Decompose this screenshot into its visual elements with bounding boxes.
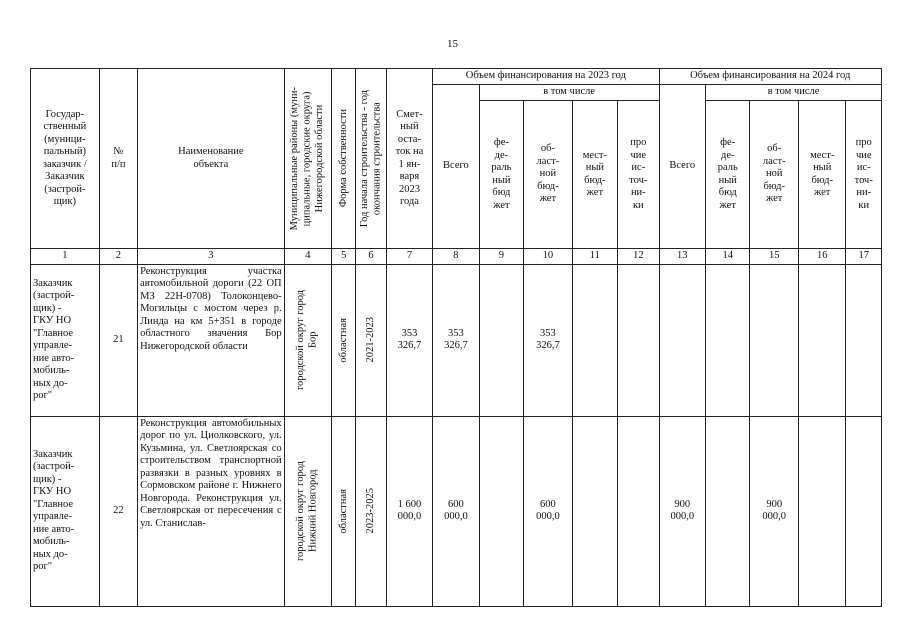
column-number: 15 (750, 249, 799, 265)
column-number: 2 (99, 249, 137, 265)
row-regional-2024: 900 000,0 (750, 416, 799, 606)
column-number: 14 (706, 249, 750, 265)
header-years-cell (356, 69, 386, 249)
header-ownership: Форма собственности (337, 109, 349, 208)
column-number: 6 (356, 249, 386, 265)
row-ownership: областная (337, 488, 349, 534)
header-other-2023: про чие ис- точ- ни- ки (618, 101, 659, 249)
row-estimate: 1 600 000,0 (386, 416, 432, 606)
header-districts-cell (284, 69, 332, 249)
column-number: 7 (386, 249, 432, 265)
column-number: 8 (433, 249, 479, 265)
row-years: 2021-2023 (364, 317, 376, 363)
header-funding-2024: Объем финансирования на 2024 год (659, 69, 881, 85)
row-years-cell (356, 264, 386, 416)
column-number-row (31, 249, 882, 265)
header-regional-2024: об- ласт- ной бюд- жет (750, 101, 799, 249)
row-regional-2024 (750, 264, 799, 416)
row-federal-2023 (479, 416, 523, 606)
header-total-2023: Всего (433, 85, 479, 249)
row-other-2023 (618, 264, 659, 416)
header-local-2024: мест- ный бюд- жет (798, 101, 846, 249)
row-years-cell (356, 416, 386, 606)
header-including-2023: в том числе (479, 85, 659, 101)
row-years: 2023-2025 (364, 488, 376, 534)
column-number: 5 (332, 249, 356, 265)
row-local-2024 (798, 264, 846, 416)
row-local-2023 (572, 416, 617, 606)
row-local-2023 (572, 264, 617, 416)
header-ownership-cell (332, 69, 356, 249)
column-number: 16 (798, 249, 846, 265)
header-total-2024: Всего (659, 85, 705, 249)
row-district: городской округ город Нижний Новгород (295, 460, 319, 562)
row-total-2024 (659, 264, 705, 416)
row-other-2023 (618, 416, 659, 606)
header-districts: Муниципальные районы (муни- ципальные, городские округа) Нижегородской области (289, 86, 326, 231)
header-estimated-cost: Смет- ный оста- ток на 1 ян- варя 2023 года (386, 69, 432, 249)
row-customer: Заказчик (застрой- щик) - ГКУ НО "Главное управле- ние авто- мобиль- ных до- рог" (31, 416, 100, 606)
row-district-cell (284, 264, 332, 416)
row-num: 22 (99, 416, 137, 606)
financing-table (30, 68, 882, 607)
row-other-2024 (846, 416, 882, 606)
column-number: 9 (479, 249, 523, 265)
header-regional-2023: об- ласт- ной бюд- жет (524, 101, 573, 249)
header-object-name: Наименование объекта (138, 69, 285, 249)
row-total-2023: 353 326,7 (433, 264, 479, 416)
row-estimate: 353 326,7 (386, 264, 432, 416)
header-federal-2023: фе- де- раль ный бюд жет (479, 101, 523, 249)
header-num: № п/п (99, 69, 137, 249)
row-federal-2024 (706, 264, 750, 416)
row-total-2024: 900 000,0 (659, 416, 705, 606)
header-local-2023: мест- ный бюд- жет (572, 101, 617, 249)
header-funding-2023: Объем финансирования на 2023 год (433, 69, 659, 85)
row-federal-2023 (479, 264, 523, 416)
row-district-cell (284, 416, 332, 606)
header-including-2024: в том числе (706, 85, 882, 101)
column-number: 3 (138, 249, 285, 265)
row-customer: Заказчик (застрой- щик) - ГКУ НО "Главное управле- ние авто- мобиль- ных до- рог" (31, 264, 100, 416)
row-local-2024 (798, 416, 846, 606)
row-ownership: областная (337, 317, 349, 363)
row-district: городской округ город Бор (295, 289, 319, 391)
page-number: 15 (447, 38, 458, 50)
column-number: 12 (618, 249, 659, 265)
row-regional-2023: 353 326,7 (524, 264, 573, 416)
row-ownership-cell (332, 416, 356, 606)
table-row (31, 416, 882, 606)
table-row (31, 264, 882, 416)
row-federal-2024 (706, 416, 750, 606)
row-object-name: Реконструкция автомобильных дорог по ул. Циолковского, ул. Кузьмина, ул. Светлоярская со строительством транспортной развязки в разных уровнях в Сормовском районе г. Нижнего Новгорода. Реконструкция ул. Светлоярская от пересечения с ул. Станислав- (138, 416, 285, 606)
column-number: 13 (659, 249, 705, 265)
row-num: 21 (99, 264, 137, 416)
row-other-2024 (846, 264, 882, 416)
header-years: Год начала строительства - год окончания строительства (358, 89, 383, 228)
row-object-name: Реконструкция участка автомобильной дороги (22 ОП МЗ 22Н-0708) Толоконцево-Могильцы с мостом через р. Линда на км 5+351 в городе областного значения Бор Нижегородской области (138, 264, 285, 416)
row-regional-2023: 600 000,0 (524, 416, 573, 606)
column-number: 10 (524, 249, 573, 265)
header-customer: Государ- ственный (муници- пальный) заказчик / Заказчик (застрой- щик) (31, 69, 100, 249)
row-ownership-cell (332, 264, 356, 416)
column-number: 4 (284, 249, 332, 265)
column-number: 11 (572, 249, 617, 265)
header-other-2024: про чие ис- точ- ни- ки (846, 101, 882, 249)
column-number: 17 (846, 249, 882, 265)
column-number: 1 (31, 249, 100, 265)
row-total-2023: 600 000,0 (433, 416, 479, 606)
header-federal-2024: фе- де- раль ный бюд жет (706, 101, 750, 249)
